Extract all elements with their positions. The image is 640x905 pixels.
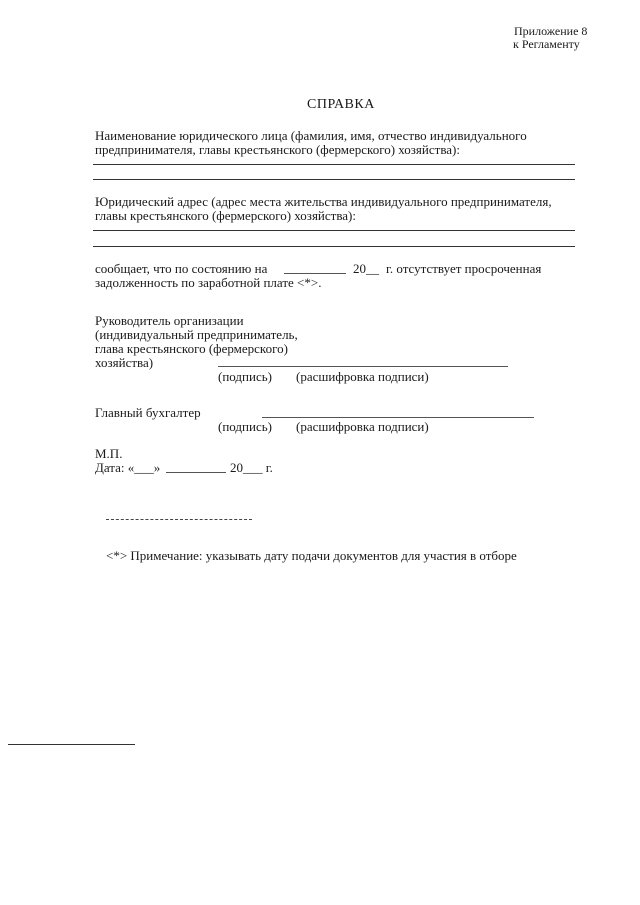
statement-line2: задолженность по заработной плате <*>.	[95, 275, 322, 290]
footnote-text: <*> Примечание: указывать дату подачи документов для участия в отборе	[106, 548, 517, 563]
accountant-signature-line	[262, 417, 534, 418]
appendix-number: Приложение 8	[514, 24, 588, 38]
legal-address-label-line2: главы крестьянского (фермерского) хозяйства):	[95, 208, 357, 223]
org-name-blank-line-1	[93, 164, 575, 165]
accountant-signature-caption: (подпись)	[218, 419, 272, 434]
date-label: Дата: «___»	[95, 460, 161, 475]
document-title: СПРАВКА	[307, 97, 375, 112]
legal-address-label-line1: Юридический адрес (адрес места жительства индивидуального предпринимателя,	[95, 194, 552, 209]
footnote-separator	[106, 519, 252, 520]
stamp-place: М.П.	[95, 446, 123, 461]
accountant-label: Главный бухгалтер	[95, 405, 201, 420]
statement-year: 20__	[353, 261, 379, 276]
head-label-line2: (индивидуальный предприниматель,	[95, 327, 298, 342]
page-footnote-rule	[8, 744, 135, 745]
head-label-line1: Руководитель организации	[95, 313, 244, 328]
legal-address-blank-line-1	[93, 230, 575, 231]
org-name-label-line1: Наименование юридического лица (фамилия, имя, отчество индивидуального	[95, 128, 527, 143]
org-name-label-line2: предпринимателя, главы крестьянского (фермерского) хозяйства):	[95, 142, 460, 157]
statement-line1-start: сообщает, что по состоянию на	[95, 261, 268, 276]
head-decoding-caption: (расшифровка подписи)	[296, 369, 429, 384]
head-label-line4: хозяйства)	[95, 355, 154, 370]
regulation-reference: к Регламенту	[513, 37, 580, 51]
date-year: 20___ г.	[230, 460, 273, 475]
org-name-blank-line-2	[93, 179, 575, 180]
head-signature-line	[218, 366, 508, 367]
accountant-decoding-caption: (расшифровка подписи)	[296, 419, 429, 434]
statement-line1-end: г. отсутствует просроченная	[386, 261, 542, 276]
head-signature-caption: (подпись)	[218, 369, 272, 384]
statement-date-blank	[284, 273, 346, 274]
legal-address-blank-line-2	[93, 246, 575, 247]
date-month-blank	[166, 472, 226, 473]
head-label-line3: глава крестьянского (фермерского)	[95, 341, 288, 356]
